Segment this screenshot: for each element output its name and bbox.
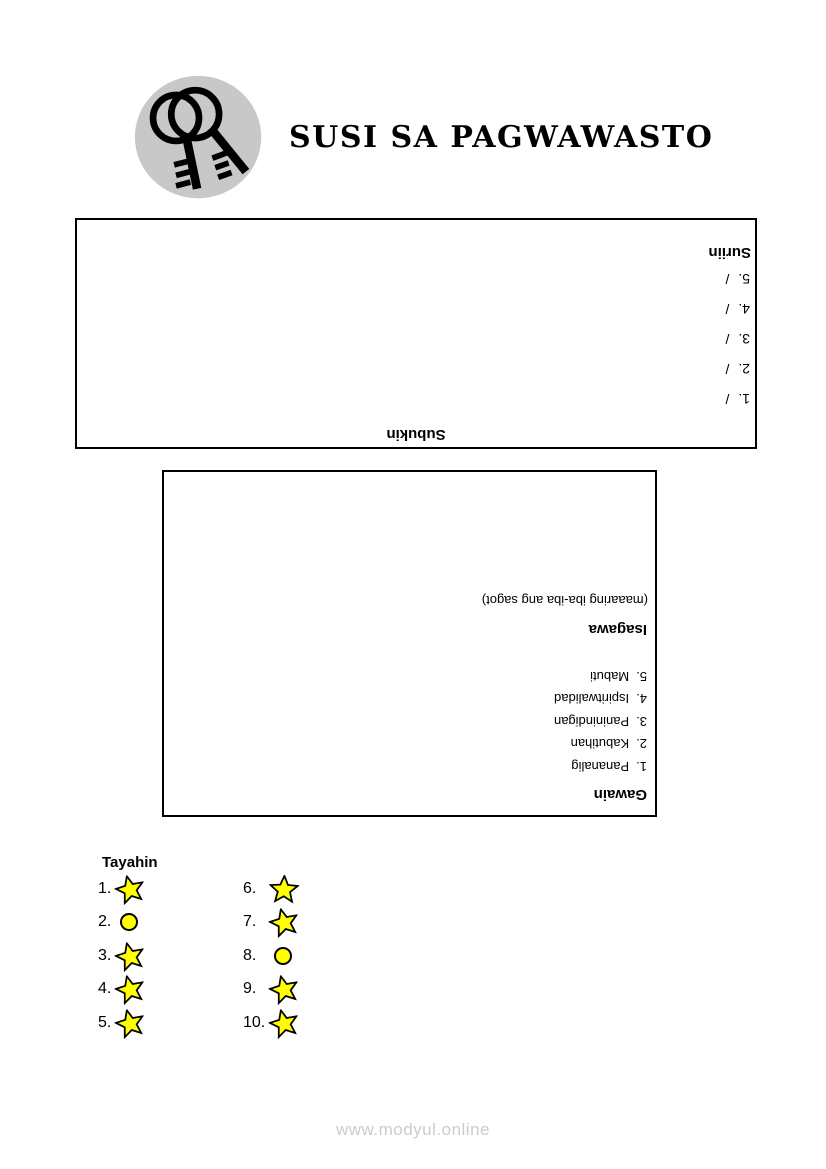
answer-text: Pananalig	[571, 759, 630, 774]
item-number: 4.	[738, 301, 750, 317]
star-icon	[112, 872, 148, 906]
tayahin-item	[243, 973, 299, 1007]
answer-text: Ispiritwalidad	[554, 691, 630, 707]
tayahin-item	[243, 939, 299, 973]
item-number: 3.	[738, 331, 750, 347]
gawain-heading: Gawain	[593, 786, 647, 803]
tayahin-item	[98, 973, 145, 1007]
answer-text: Mabuti	[590, 669, 630, 684]
rotated-content-box2	[164, 472, 655, 815]
check-mark: /	[725, 331, 730, 347]
tayahin-item	[98, 906, 145, 940]
item-number: 5.	[636, 669, 647, 684]
tayahin-heading: Tayahin	[102, 854, 158, 871]
item-number: 9.	[243, 980, 257, 998]
circle-icon	[274, 947, 292, 965]
answer-item	[77, 384, 750, 414]
answer-text: Kabutihan	[570, 736, 630, 752]
item-number: 2.	[636, 736, 647, 752]
check-mark: /	[725, 271, 730, 287]
item-number: 8.	[243, 946, 257, 964]
item-number: 5.	[738, 271, 750, 287]
item-number: 3.	[636, 714, 647, 729]
item-number: 1.	[98, 879, 112, 897]
answer-item	[164, 732, 647, 755]
item-number: 5.	[98, 1013, 112, 1031]
tayahin-item	[243, 872, 299, 906]
star-icon	[266, 1006, 302, 1040]
gawain-answer-list	[164, 665, 655, 778]
tayahin-item	[98, 872, 145, 906]
star-icon	[269, 874, 300, 903]
answer-item	[77, 294, 750, 324]
answer-item	[164, 755, 647, 778]
page-title: SUSI SA PAGWAWASTO	[289, 120, 714, 155]
tayahin-item	[243, 1006, 299, 1040]
tayahin-column-left	[98, 872, 145, 1040]
isagawa-heading: Isagawa	[588, 621, 647, 639]
suriin-heading: Suriin	[708, 244, 751, 261]
tayahin-item	[243, 906, 299, 940]
item-number: 4.	[636, 691, 647, 707]
answer-item	[164, 665, 647, 688]
item-number: 10.	[243, 1013, 266, 1031]
keys-icon	[132, 72, 266, 206]
check-mark: /	[725, 391, 730, 407]
star-icon	[112, 939, 148, 973]
star-icon	[266, 972, 302, 1006]
item-number: 2.	[98, 913, 112, 931]
footer-watermark: www.modyul.online	[335, 1120, 490, 1139]
star-icon	[266, 905, 302, 939]
tayahin-item	[98, 939, 145, 973]
subukin-suriin-box	[75, 218, 757, 449]
star-icon	[112, 972, 148, 1006]
item-number: 3.	[98, 946, 112, 964]
check-mark: /	[725, 361, 730, 377]
rotated-content-box1	[77, 220, 755, 447]
check-mark: /	[725, 301, 730, 317]
answer-item	[77, 264, 750, 294]
answer-item	[164, 687, 647, 710]
item-number: 6.	[243, 879, 257, 897]
isagawa-note: (maaaring iba-iba ang sagot)	[481, 593, 648, 609]
star-icon	[112, 1006, 148, 1040]
tayahin-item	[98, 1006, 145, 1040]
answer-item	[77, 354, 750, 384]
answer-text: Paninindigan	[553, 714, 630, 729]
answer-item	[164, 710, 647, 733]
item-number: 2.	[738, 361, 750, 377]
answer-item	[77, 324, 750, 354]
item-number: 1.	[738, 391, 750, 407]
gawain-isagawa-box	[162, 470, 657, 817]
item-number: 4.	[98, 980, 112, 998]
circle-icon	[120, 913, 138, 931]
item-number: 7.	[243, 913, 257, 931]
tayahin-column-right	[243, 872, 299, 1040]
item-number: 1.	[636, 759, 647, 774]
subukin-answer-list	[77, 264, 755, 414]
subukin-heading: Subukin	[386, 426, 446, 443]
